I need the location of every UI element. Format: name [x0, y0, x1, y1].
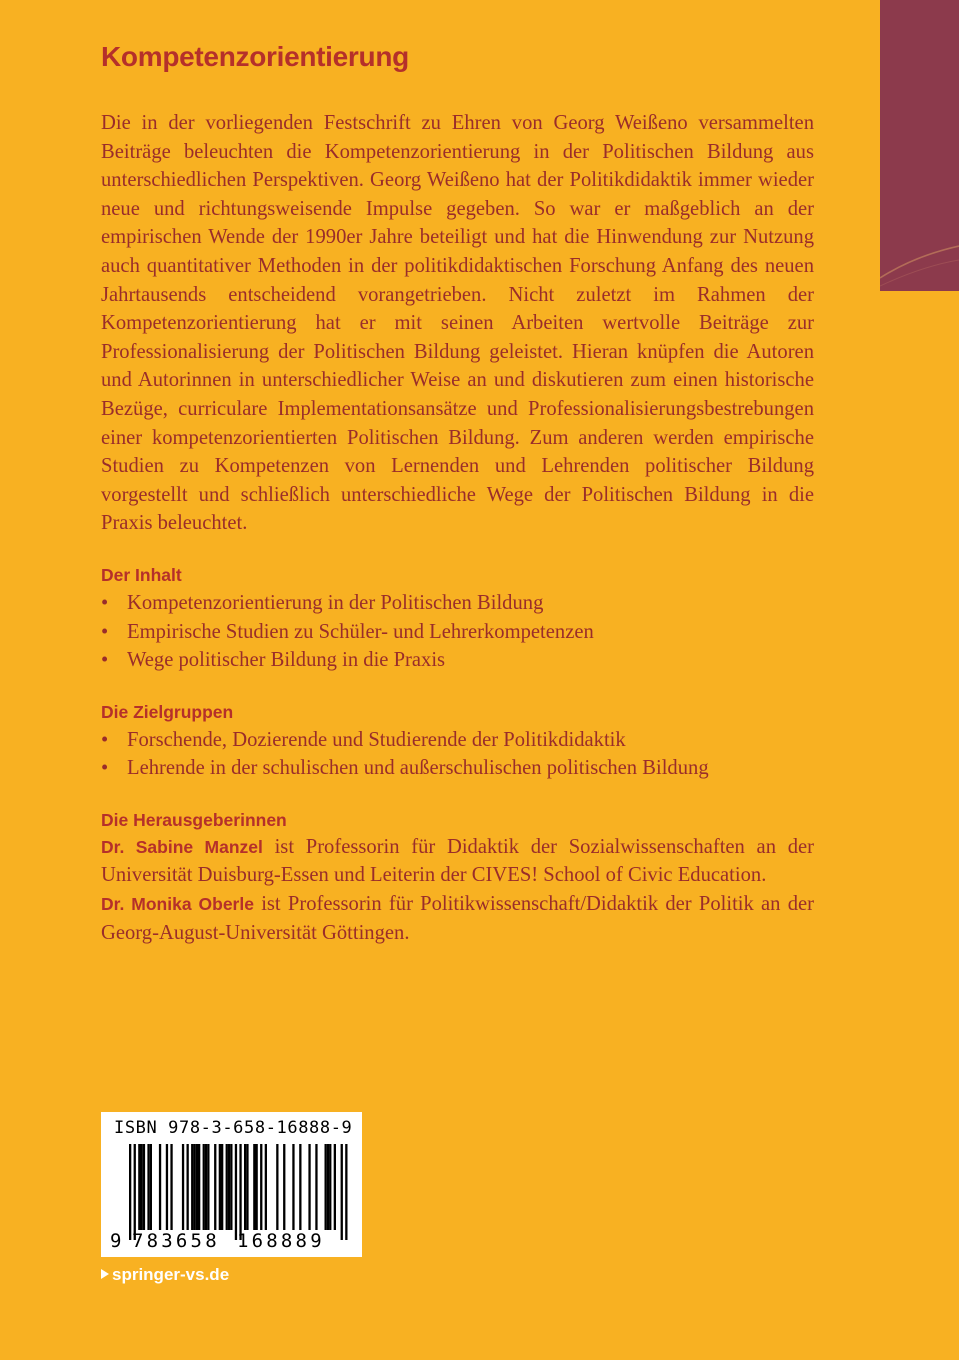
- contents-list: [101, 589, 814, 675]
- barcode-bar: [239, 1144, 241, 1240]
- barcode-bar: [334, 1144, 336, 1230]
- barcode-digit-first: 9: [110, 1230, 122, 1252]
- barcode-bar: [219, 1144, 221, 1230]
- publisher-url: springer-vs.de: [112, 1265, 230, 1284]
- barcode-bar: [265, 1144, 267, 1230]
- bullet-icon: •: [101, 649, 109, 672]
- back-cover-text: [101, 40, 814, 947]
- barcode-bar: [159, 1144, 161, 1230]
- barcode-bar: [230, 1144, 232, 1230]
- barcode-bar: [244, 1144, 246, 1230]
- barcode-bar: [235, 1144, 237, 1240]
- barcode-bar: [170, 1144, 172, 1230]
- contents-heading: Der Inhalt: [101, 564, 182, 585]
- barcode-bar: [221, 1144, 223, 1230]
- barcode-bar: [246, 1144, 248, 1230]
- list-item: • Kompetenzorientierung in der Politischen Bildung: [101, 589, 814, 618]
- barcode-bar: [256, 1144, 258, 1230]
- corner-swoosh: [880, 0, 959, 291]
- isbn-barcode: [101, 1112, 362, 1257]
- barcode-bar: [226, 1144, 228, 1230]
- barcode-bar: [345, 1144, 347, 1240]
- book-description: Die in der vorliegenden Festschrift zu Ehren von Georg Weißeno versammelten Beiträge beleuchten die Kompetenzorientierung in der Politischen Bildung aus unterschiedlichen Perspektiven. Georg Weißeno hat der Politikdidaktik immer wieder neue und richtungsweisende Impulse gegeben. So war er maßgeblich an der empirischen Wende der 1990er Jahre beteiligt und hat die Hinwendung zur Nutzung auch quantitativer Methoden in der politikdidaktischen Forschung Anfang des neuen Jahrtausends entscheidend vorangetrieben. Nicht zuletzt im Rahmen der Kompetenzorientierung hat er mit seinen Arbeiten wertvolle Beiträge zur Professionalisierung der Politischen Bildung geleistet. Hieran knüpfen die Autoren und Autorinnen in unterschiedlicher Weise an und diskutieren zum einen historische Bezüge, curriculare Implementationsansätze und Professionalisierungsbestrebungen einer kompetenzorientierten Politischen Bildung. Zum anderen werden empirische Studien zu Kompetenzen von Lernenden und Lehrenden politischer Bildung vorgestellt und schließlich unterschiedliche Wege der Politischen Bildung in die Praxis beleuchtet.: [101, 112, 814, 535]
- barcode-bar: [191, 1144, 193, 1230]
- barcode-bar: [143, 1144, 145, 1230]
- barcode-bar: [150, 1144, 152, 1230]
- bullet-icon: •: [101, 620, 109, 643]
- corner-decoration: [880, 0, 959, 291]
- barcode-bar: [187, 1144, 189, 1230]
- barcode-bar: [182, 1144, 184, 1230]
- list-item: • Lehrende in der schulischen und außerschulischen politischen Bildung: [101, 754, 814, 783]
- book-title: Kompetenzorientierung: [101, 41, 409, 72]
- bullet-icon: •: [101, 591, 109, 614]
- barcode-digits-right: 168889: [237, 1230, 325, 1252]
- barcode-bar: [147, 1144, 149, 1230]
- barcode-digits-left: 783658: [132, 1230, 220, 1252]
- barcode-bar: [203, 1144, 205, 1230]
- editor-bio: [101, 890, 814, 947]
- barcode-bar: [207, 1144, 209, 1230]
- barcode-bar: [325, 1144, 327, 1230]
- barcode-bar: [308, 1144, 310, 1230]
- bullet-icon: •: [101, 728, 109, 751]
- barcode-bar: [260, 1144, 262, 1230]
- audience-heading: Die Zielgruppen: [101, 701, 234, 722]
- list-item: • Forschende, Dozierende und Studierende der Politikdidaktik: [101, 726, 814, 755]
- barcode-bar: [283, 1144, 285, 1230]
- editor-name: Dr. Monika Oberle: [101, 894, 254, 915]
- barcode-bar: [276, 1144, 278, 1230]
- barcode-bar: [205, 1144, 207, 1230]
- editor-description: ist Professorin für Politikwissenschaft/Didaktik der Politik an der Georg-August-Universität Göttingen.: [101, 893, 815, 944]
- audience-list: [101, 726, 814, 783]
- barcode-bar: [196, 1144, 198, 1230]
- barcode-bar: [134, 1144, 136, 1240]
- barcode-bar: [138, 1144, 140, 1230]
- barcode-bar: [228, 1144, 230, 1230]
- barcode-bar: [341, 1144, 343, 1240]
- publisher-link[interactable]: [101, 1265, 229, 1285]
- barcode-bar: [315, 1144, 317, 1230]
- editor-bio: [101, 833, 814, 890]
- list-item: • Wege politischer Bildung in die Praxis: [101, 646, 814, 675]
- barcode-bar: [292, 1144, 294, 1230]
- barcode-bar: [299, 1144, 301, 1230]
- list-item: • Empirische Studien zu Schüler- und Lehrerkompetenzen: [101, 618, 814, 647]
- barcode-bar: [141, 1144, 143, 1230]
- editors-heading: Die Herausgeberinnen: [101, 809, 287, 830]
- right-triangle-icon: [101, 1269, 109, 1279]
- barcode-bar: [193, 1144, 195, 1230]
- barcode-bar: [129, 1144, 131, 1240]
- bullet-icon: •: [101, 757, 109, 780]
- barcode-bar: [329, 1144, 331, 1230]
- barcode-bar: [253, 1144, 255, 1230]
- isbn-label: ISBN 978-3-658-16888-9: [114, 1118, 353, 1138]
- barcode-bar: [166, 1144, 168, 1230]
- editor-description: ist Professorin für Didaktik der Sozialwissenschaften an der Universität Duisburg-Essen und Leiterin der CIVES! School of Civic Education.: [101, 835, 814, 887]
- barcode-bar: [214, 1144, 216, 1230]
- barcode-bar: [327, 1144, 329, 1230]
- barcode-bar: [198, 1144, 200, 1230]
- editor-name: Dr. Sabine Manzel: [101, 836, 263, 857]
